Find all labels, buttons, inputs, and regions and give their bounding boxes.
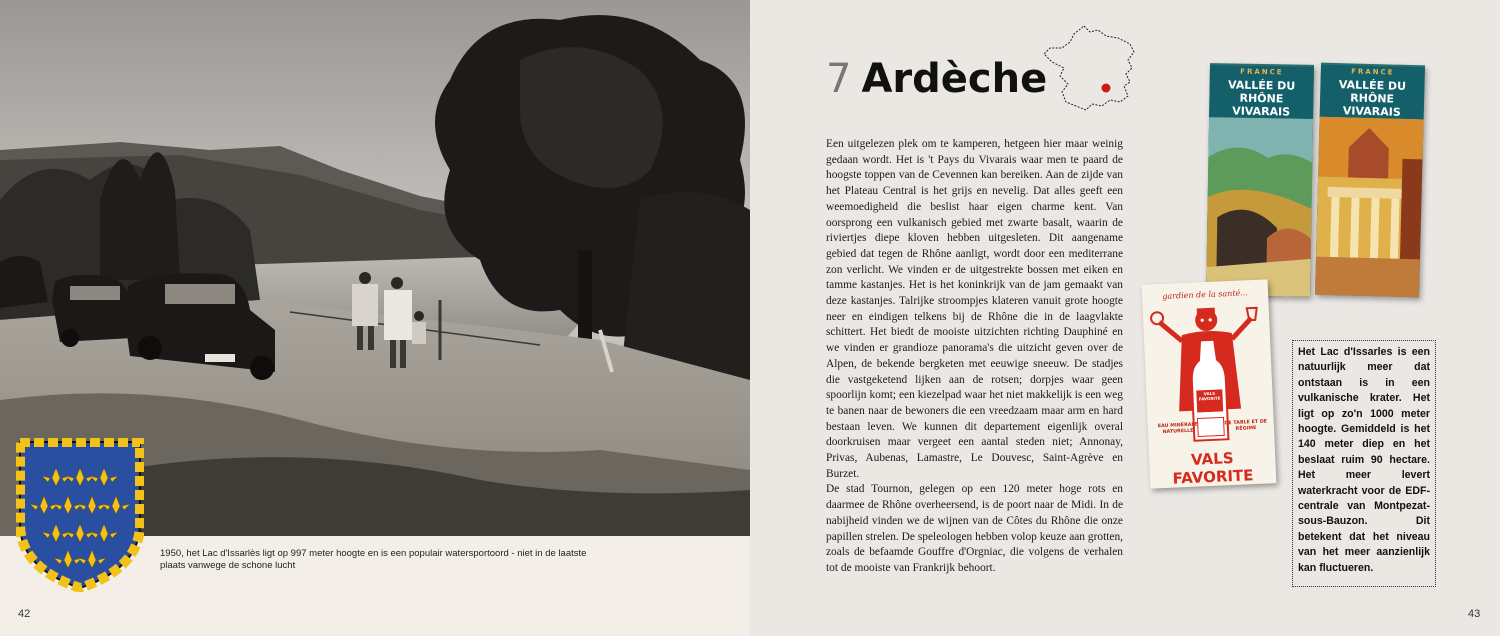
vals-bottle-label: VALS FAVORITE <box>1198 390 1221 402</box>
chapter-number: 7 <box>826 56 852 102</box>
vals-right-text: DE TABLE ET DE RÉGIME <box>1224 419 1268 432</box>
vals-slogan: gardien de la santé... <box>1162 288 1249 301</box>
right-page <box>750 0 1500 636</box>
vals-brand: VALS FAVORITE <box>1172 449 1254 488</box>
chapter-heading <box>826 56 1047 102</box>
vals-favorite-card <box>1142 279 1277 488</box>
poster-title: FRANCE VALLÉE DU RHÔNE VIVARAIS <box>1209 65 1314 119</box>
poster-landscape <box>1315 117 1424 298</box>
poster-landscape <box>1206 117 1313 297</box>
poster-vallee-du-rhone-2 <box>1315 63 1425 298</box>
article-body <box>826 137 1123 577</box>
sidebar-box: Het Lac d'Issarles is een natuurlijk meer dat ontstaan is in een vulkanische krater. Het ligt op zo'n 1000 meter hoogte. Gemiddeld is het 140 meter diep en het beslaat ruim 90 hectare. Het meer levert waterkracht voor de EDF-centrale van Montpezat-sous-Bauzon. Dit betekent dat het niveau van het meer aanzienlijk kan fluctueren. <box>1292 340 1436 587</box>
page-number-right: 43 <box>1468 608 1481 620</box>
poster-title: FRANCE VALLÉE DU RHÔNE VIVARAIS <box>1320 65 1425 120</box>
page-number-left: 42 <box>18 608 31 620</box>
coat-of-arms-crest <box>16 438 144 592</box>
photo-caption: 1950, het Lac d'Issarlès ligt op 997 meter hoogte en is een populair watersportoord - niet in de laatste plaats vanwege de schone lucht <box>160 548 587 571</box>
article-paragraph: De stad Tournon, gelegen op een 120 meter hoge rots en daarmee de Rhône overheersend, is de poort naar de Midi. In de nabijheid vinden we de wijnen van de Côtes du Rhône die onze papillen strelen. De speleologen hebben volop keuze aan grotten, zoals de befaamde Gouffre d'Orgniac, die volgens de verhalen tot de mooiste van Frankrijk behoort. <box>826 483 1123 574</box>
vals-figure-illustration <box>1142 297 1275 462</box>
poster-vallee-du-rhone-1 <box>1206 63 1314 297</box>
article-paragraph: Een uitgelezen plek om te kamperen, hetgeen hier maar weinig gedaan wordt. Het is 't Pays du Vivarais waar men te paard de hoogste toppen van de Cevennen kan bereiken. Aan de zijde van het Plateau Central is het grijs en nevelig. Dat alles geeft een weemoedigheid die beslist haar eigen charme kent. Van oorsprong een vulkanisch gebied met zwarte basalt, waarin de riviertjes diepe kloven hebben uitgesleten. Dit aangename gebied dat tegen de Rhône aanligt, wordt door een mediterrane zon verlicht. We vinden er de uitgestrekte bossen met eiken en tamme kastanjes. Het is het koninkrijk van de jam gemaakt van deze kastanjes. Talrijke stroompjes klateren vanuit grote hoogte neer en eindigen telkens bij de Rhône die in de laagvlakte schittert. Het biedt de mooiste uitzichten richting Dauphiné en we vinden er grandioze panorama's die uitzicht geven over de Alpen, de bekende bergketen met eeuwige sneeuw. De stadjes die vastgeketend lijken aan de rotsen; dorpjes waar geen spoorlijn komt; een kiezelpad waar het niet makkelijk is een weg te banen naar de bewoners die een vreedzaam maar arm en hard bestaan leven. We kunnen dit departement eigenlijk overal doorkruisen maar vergeet een aantal steden niet; Annonay, Privas, Aubenas, Lamastre, Le Douvesc, Saint-Agrève en Burzet. <box>826 138 1123 480</box>
france-map-icon <box>1040 22 1140 122</box>
chapter-title: Ardèche <box>861 56 1048 102</box>
vals-left-text: EAU MINÉRALE NATURELLE <box>1157 422 1198 435</box>
